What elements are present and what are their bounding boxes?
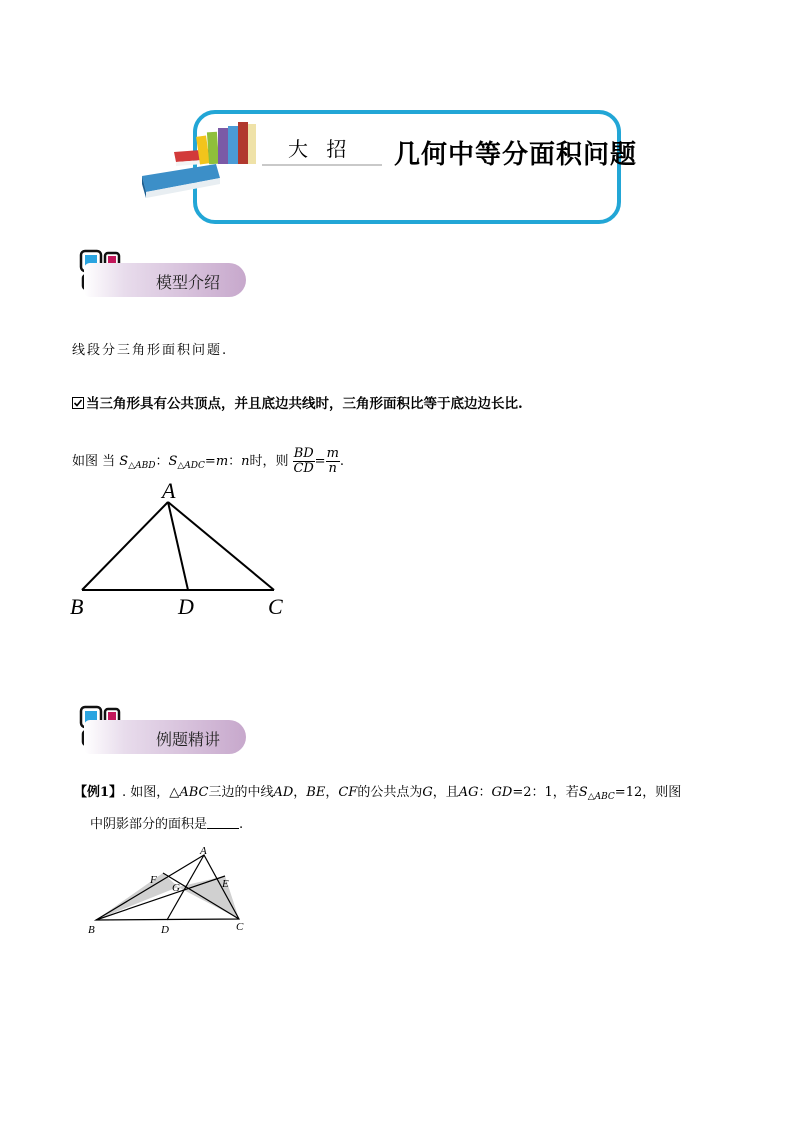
section-title-model: 模型介绍 xyxy=(156,273,221,292)
label-b: B xyxy=(70,594,84,619)
checkbox-icon xyxy=(72,397,84,409)
books-icon xyxy=(138,118,268,200)
example-1-line-2: 中阴影部分的面积是 . xyxy=(90,817,244,832)
label-d: D xyxy=(178,594,194,619)
label-a: A xyxy=(200,845,207,857)
triangle-figure-1 xyxy=(66,474,296,624)
banner-tag: 大 招 xyxy=(288,137,353,161)
banner-divider xyxy=(262,164,382,166)
label-c: C xyxy=(236,921,244,933)
label-e: E xyxy=(222,878,229,890)
example-1-line-1: 【例1】. 如图，△ABC三边的中线AD，BE，CF的公共点为G，且AG：GD=2：1，若$S_{\triangle ABC}=12$，则图 xyxy=(74,785,682,802)
label-g: G xyxy=(172,882,180,894)
label-c: C xyxy=(268,594,283,619)
section-title-examples: 例题精讲 xyxy=(156,730,221,749)
triangle-figure-2 xyxy=(86,842,256,942)
label-b: B xyxy=(88,924,95,936)
label-a: A xyxy=(162,478,176,503)
rule-text: 当三角形具有公共顶点，并且底边共线时，三角形面积比等于底边边长比. xyxy=(72,395,523,413)
label-f: F xyxy=(150,874,157,886)
formula-line: 如图 当 $S_{\triangle ABD}$：$S_{\triangle ADC}=m$：n时，则 $\frac{BD}{CD}$ = $\frac{m}{n}$ . xyxy=(72,446,345,476)
intro-text: 线段分三角形面积问题. xyxy=(72,343,229,358)
shaded-region-right xyxy=(178,876,239,919)
page-title: 几何中等分面积问题 xyxy=(394,140,638,170)
fraction-m-n: $\frac{m}{n}$ xyxy=(326,446,339,476)
answer-blank[interactable] xyxy=(207,816,239,829)
label-d: D xyxy=(161,924,169,936)
fraction-bd-cd: $\frac{BD}{CD}$ xyxy=(293,446,314,476)
